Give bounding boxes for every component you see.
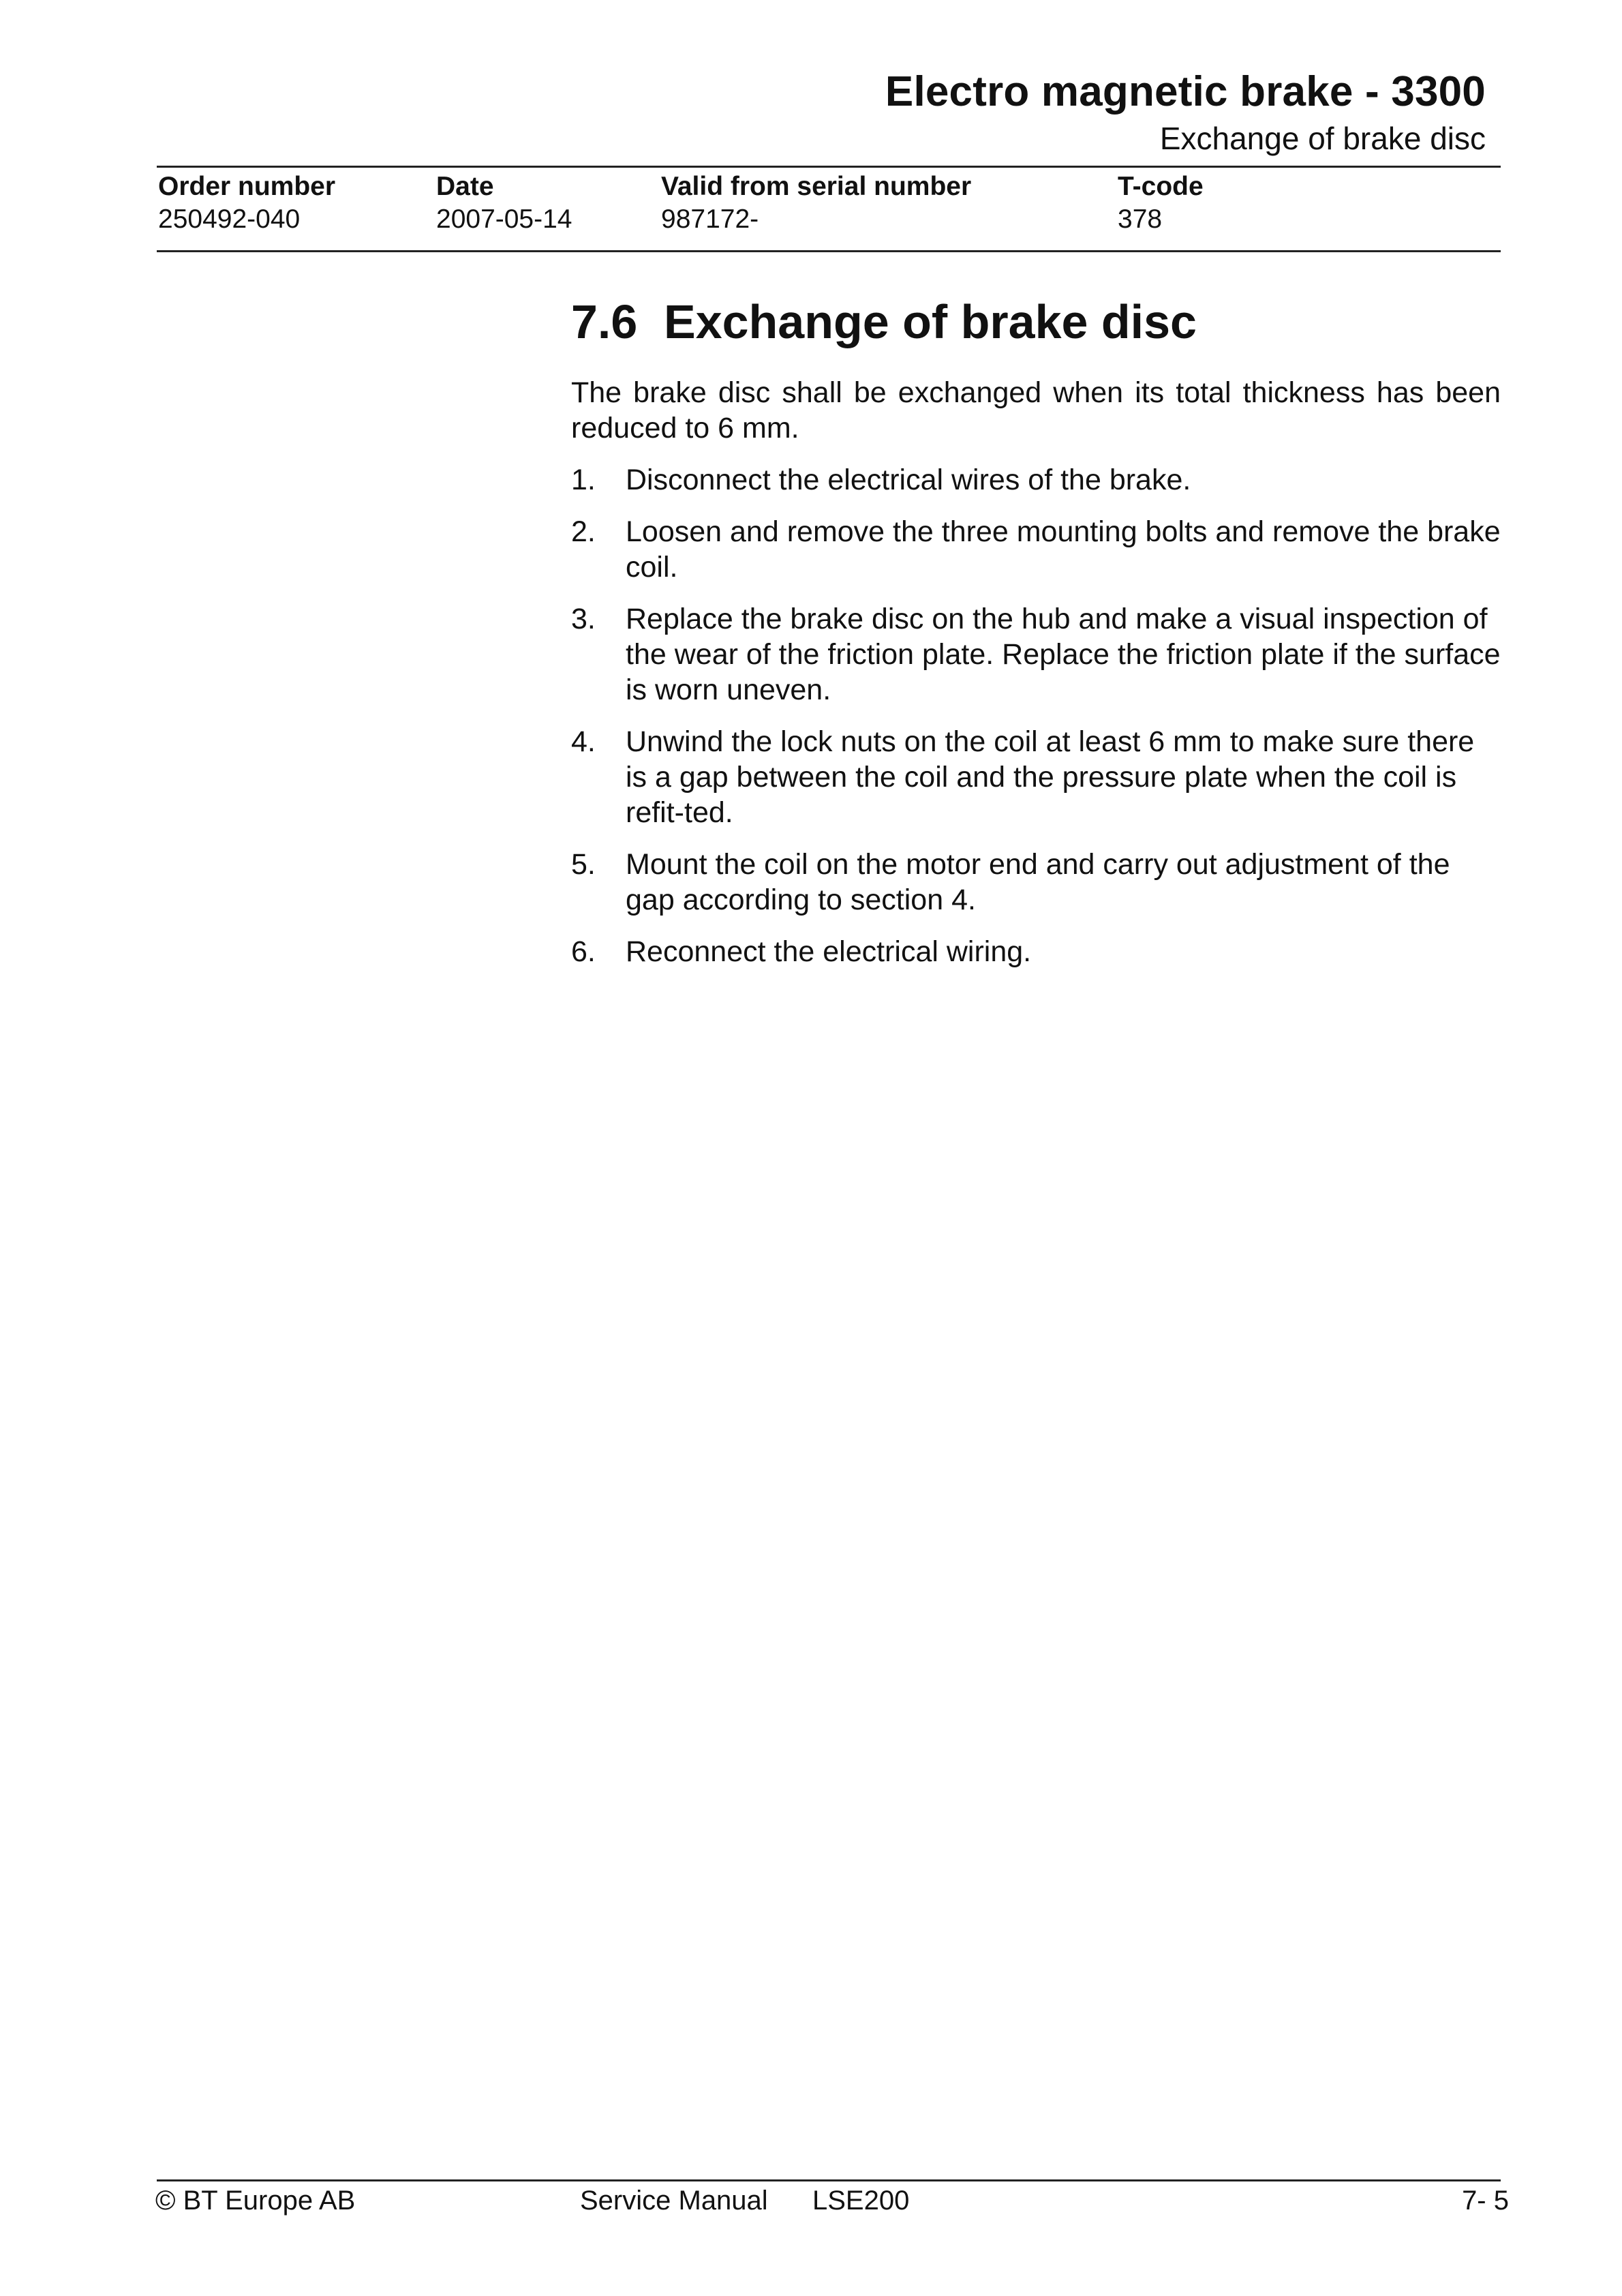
list-item xyxy=(571,601,1501,708)
chapter-subtitle: Exchange of brake disc xyxy=(1159,121,1486,156)
procedure-steps xyxy=(571,462,1501,969)
step-text: Mount the coil on the motor end and carry out adjustment of the gap according to section 4. xyxy=(626,848,1450,916)
section-body xyxy=(571,375,1501,986)
step-text: Replace the brake disc on the hub and make a visual inspection of the wear of the friction plate. Replace the friction plate if the surface is worn uneven. xyxy=(626,603,1501,706)
page-number: 7- 5 xyxy=(1462,2186,1509,2216)
step-number: 5. xyxy=(571,848,596,881)
section-number: 7.6 xyxy=(571,295,638,348)
step-number: 2. xyxy=(571,515,596,548)
section-title: Exchange of brake disc xyxy=(664,295,1197,348)
date-label: Date xyxy=(436,172,494,201)
tcode-value: 378 xyxy=(1118,205,1163,234)
list-item xyxy=(571,514,1501,585)
list-item xyxy=(571,934,1501,969)
date-value: 2007-05-14 xyxy=(436,205,572,234)
list-item xyxy=(571,847,1501,918)
list-item xyxy=(571,462,1501,498)
step-number: 3. xyxy=(571,603,596,635)
footer-manual: Service Manual xyxy=(580,2186,768,2216)
step-number: 6. xyxy=(571,935,596,968)
footer-copyright: © BT Europe AB xyxy=(155,2186,356,2216)
footer-divider xyxy=(157,2179,1501,2181)
chapter-title: Electro magnetic brake - 3300 xyxy=(885,68,1486,115)
list-item xyxy=(571,724,1501,830)
step-number: 4. xyxy=(571,725,596,758)
order-number-label: Order number xyxy=(158,172,336,201)
section-heading xyxy=(571,296,1197,348)
order-number-value: 250492-040 xyxy=(158,205,301,234)
step-text: Unwind the lock nuts on the coil at least 6 mm to make sure there is a gap between the coil and the pressure plate when the coil is refit-ted. xyxy=(626,725,1475,829)
intro-paragraph: The brake disc shall be exchanged when its total thickness has been reduced to 6 mm. xyxy=(571,376,1501,444)
header-divider-bottom xyxy=(157,250,1501,252)
header-divider-top xyxy=(157,166,1501,168)
footer-model: LSE200 xyxy=(812,2186,910,2216)
serial-label: Valid from serial number xyxy=(661,172,972,201)
serial-value: 987172- xyxy=(661,205,759,234)
step-number: 1. xyxy=(571,464,596,496)
tcode-label: T-code xyxy=(1118,172,1204,201)
step-text: Reconnect the electrical wiring. xyxy=(626,935,1032,968)
step-text: Disconnect the electrical wires of the brake. xyxy=(626,464,1191,496)
step-text: Loosen and remove the three mounting bolts and remove the brake coil. xyxy=(626,515,1501,584)
